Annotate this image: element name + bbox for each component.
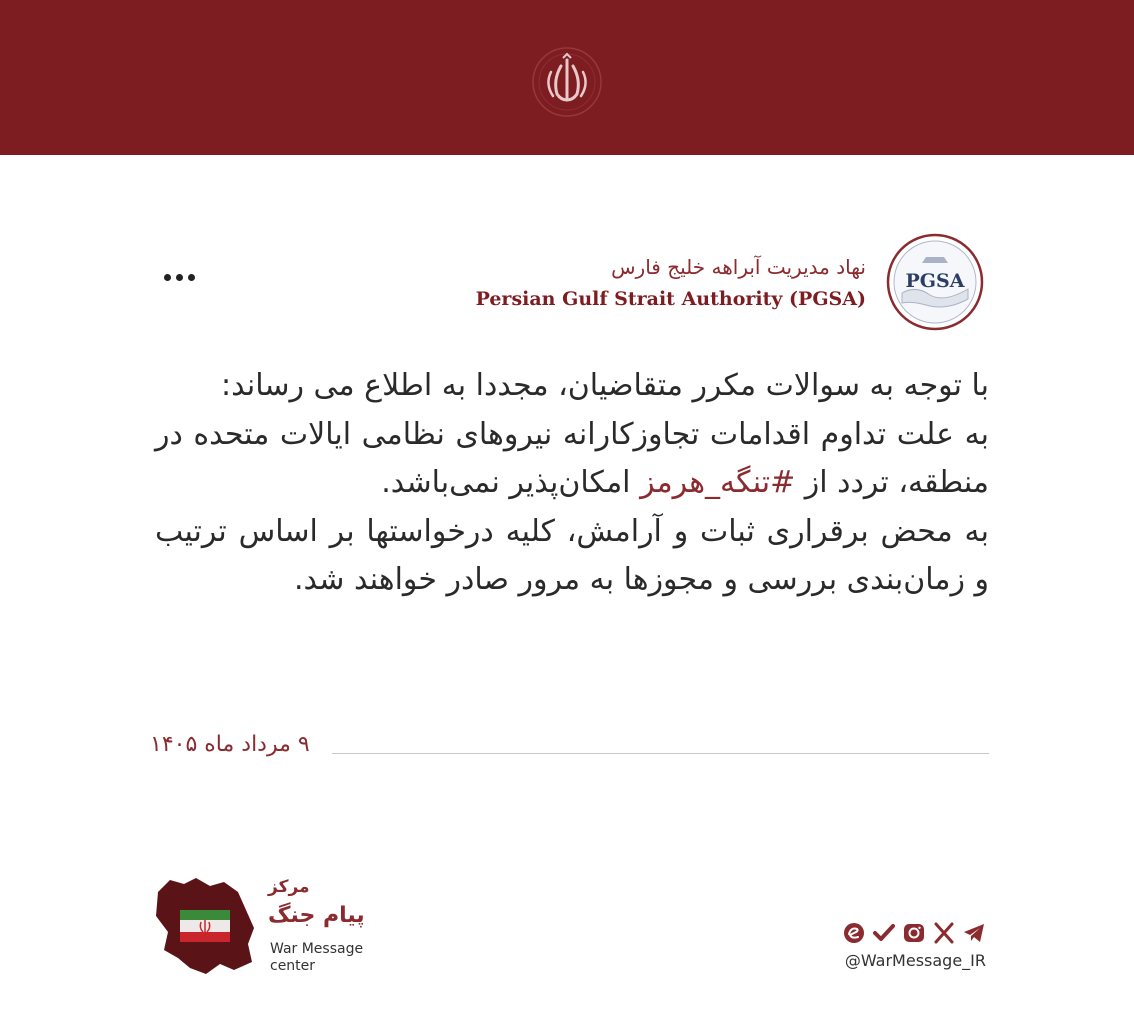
more-dots-icon	[164, 274, 171, 281]
date-divider	[332, 753, 989, 754]
top-banner	[0, 0, 1134, 155]
post-date: ۹ مرداد ماه ۱۴۰۵	[150, 732, 310, 757]
social-handle[interactable]: @WarMessage_IR	[844, 951, 986, 970]
eitaa-icon[interactable]	[842, 921, 866, 945]
brand-name-en-1: War Message	[270, 941, 364, 957]
hashtag-link[interactable]: #تنگه_هرمز	[640, 465, 796, 500]
social-icons	[838, 918, 986, 948]
message-line-1: با توجه به سوالات مکرر متقاضیان، مجددا به اطلاع می رساند:	[221, 368, 989, 403]
pgsa-logo-avatar[interactable]	[886, 233, 984, 331]
check-icon[interactable]	[872, 921, 896, 945]
war-message-logo	[150, 870, 260, 980]
svg-text:PGSA: PGSA	[905, 270, 965, 292]
account-name-en: Persian Gulf Strait Authority (PGSA)	[475, 288, 866, 310]
brand-name-fa-1: مرکز	[268, 877, 310, 897]
instagram-icon[interactable]	[902, 921, 926, 945]
telegram-icon[interactable]	[962, 921, 986, 945]
more-options-button[interactable]	[158, 262, 200, 292]
message-line-2-end: امکان‌پذیر نمی‌باشد.	[381, 465, 631, 500]
brand-name-en-2: center	[270, 958, 316, 974]
brand-name-fa-2: پیام جنگ	[268, 903, 365, 928]
x-icon[interactable]	[932, 921, 956, 945]
iran-emblem-icon	[527, 42, 607, 122]
message-line-2: به علت تداوم اقدامات تجاوزکارانه نیروهای نظامی ایالات متحده در منطقه، تردد از	[155, 416, 989, 500]
message-body	[155, 362, 989, 605]
account-name-fa: نهاد مدیریت آبراهه خلیج فارس	[611, 255, 866, 279]
message-line-3: به محض برقراری ثبات و آرامش، کلیه درخواستها بر اساس ترتیب و زمان‌بندی بررسی و مجوزها به مرور صادر خواهند شد.	[155, 513, 989, 597]
